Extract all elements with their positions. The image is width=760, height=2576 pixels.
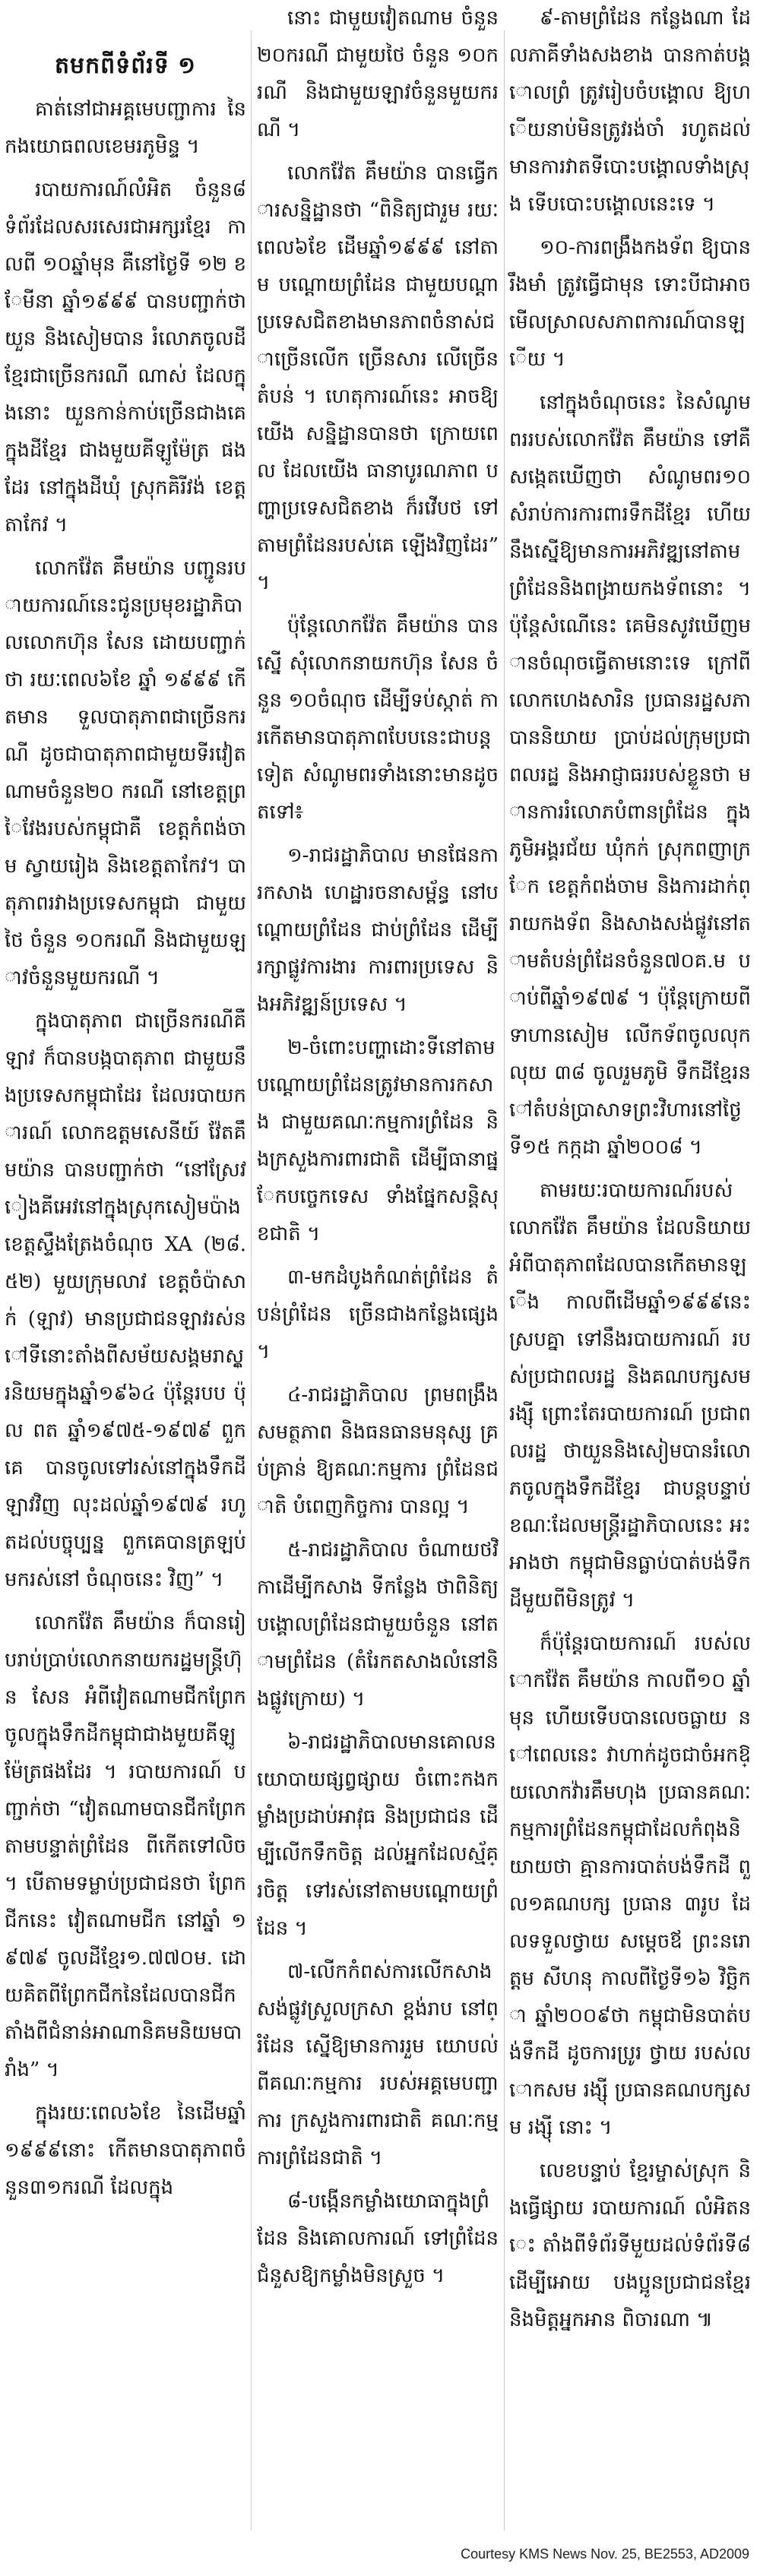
- paragraph: ៨-បង្កើនកម្លាំងយោធាក្នុងព្រំដែន និងគោលការណ៍ ទៅព្រំដែន ជំនួសឱ្យកម្លាំងមិនស្រួច ។: [257, 2190, 499, 2287]
- paragraph: របាយការណ៍លំអិត ចំនួន៨ ទំព័រដែលសរសេរជាអក្សរខ្មែរ កាលពី ១០ឆ្នាំមុន គឺនៅថ្ងៃទី ១២ ខែមីនា ឆ្នាំ១៩៩៩ បានបញ្ជាក់ថា យួន និងសៀមបាន រំលោភចូលដីខ្មែរជាច្រើនករណី ណាស់ ដែលក្នុងនោះ យួនកាន់កាប់ច្រើនជាងគេក្នុងដីខ្មែរ ជាងមួយគីឡូម៉ែត្រ ផងដែរ នៅក្នុងដីឃុំ ស្រុកគិរីវង់ ខេត្តតាកែវ ។: [5, 179, 246, 536]
- paragraph: ៦-រាជរដ្ឋាភិបាលមានគោលនយោបាយផ្សព្វផ្សាយ ចំពោះកងកម្លាំងប្រដាប់អាវុធ និងប្រជាជន ដើម្បីលើកទឹកចិត្ត ដល់អ្នកដែលស្ម័គ្រចិត្ត ទៅរស់នៅតាមបណ្តោយព្រំដែន ។: [257, 1731, 499, 1940]
- paragraph: លេខបន្ទាប់ ខ្មែរម្ចាស់ស្រុក និងធ្វើផ្សាយ របាយការណ៍ លំអិតនេះ តាំងពីទំព័រទីមួយដល់ទំព័រទី៨ ដើម្បីអោយ បងប្អូនប្រជាជនខ្មែរ និងមិត្តអ្នកអាន ពិចារណា ៕: [509, 2160, 751, 2331]
- paragraph: ក្នុងរយៈពេល៦ខែ នៃដើមឆ្នាំ១៩៩៩នោះ កើតមានបាតុភាពចំនួន៣១ករណី ដែលក្នុង: [5, 2102, 246, 2199]
- source-credit: Courtesy KMS News Nov. 25, BE2553, AD2009: [461, 2546, 749, 2562]
- paragraph: ៧-លើកកំពស់ការលើកសាងសង់ផ្លូវស្រួលក្រសា ខ្ពង់រាប នៅព្រំដែន ស្នើឱ្យមានការរួម យោបល់ពីគណៈកម្មការ របស់អគ្គមេបញ្ជាការ ក្រសួងការពារជាតិ គណៈកម្មការព្រំដែនជាតិ ។: [257, 1960, 499, 2169]
- paragraph: ក្នុងបាតុភាព ជាច្រើនករណីគឺឡាវ ក៏បានបង្កបាតុភាព ជាមួយនឹងប្រទេសកម្ពុជាដែរ ដែលរបាយការណ៍ លោកឧត្តមសេនីយ៍ វ៉ែតគឹមយ៉ាន បានបញ្ជាក់ថា “នៅស្រែវៀងគីអេវនៅក្នុងស្រុកសៀមប៉ាង ខេត្តស្ទឹងត្រែងចំណុច XA (២៨.៥២) មួយក្រុមលាវ ខេត្តចំប៉ាសាក់ (ឡាវ) មានប្រជាជនឡាវរស់នៅទីនោះតាំងពីសម័យសង្គមរាស្ត្រនិយមក្នុងឆ្នាំ១៩៦៤ ប៉ុន្តែរបប ប៉ុល ពត ឆ្នាំ១៩៧៥-១៩៧៩ ពួកគេ បានចូលទៅរស់នៅក្នុងទឹកដីឡាវវិញ លុះដល់ឆ្នាំ១៩៧៩ រហូតដល់បច្ចុប្បន្ន ពួកគេបានត្រឡប់ មករស់នៅ ចំណុចនេះ វិញ” ។: [5, 1010, 246, 1591]
- article-column-1: [5, 43, 246, 2213]
- column-divider-1: [251, 30, 252, 2530]
- article-column-2: [257, 0, 499, 2301]
- paragraph: ៣-មកដំបូងកំណត់ព្រំដែន តំបន់ព្រំដែន ច្រើនជាងកន្លែងផ្សេង ។: [257, 1266, 499, 1363]
- paragraph: នៅក្នុងចំណុចនេះ នៃសំណូមពររបស់លោកវ៉ែត គឹមយ៉ាន ទៅគឺសង្កេតឃើញថា សំណូមពរ១០ សំរាប់ការការពារទឹកដីខ្មែរ ហើយនឹងស្នើឱ្យមានការអភិវឌ្ឍនៅតាមព្រំដែននិងពង្រាយកងទ័ពនោះ ។ ប៉ុន្តែសំណើនេះ គេមិនសូវឃើញមានចំណុចធ្វើតាមនោះទេ ក្រៅពីលោកហេងសារិន ប្រធានរដ្ឋសភា បាននិយាយ ប្រាប់ដល់ក្រុមប្រជាពលរដ្ឋ និងអាជ្ញាធររបស់ខ្លួនថា មានការរំលោភបំពានព្រំដែន ក្នុងភូមិអង្គរជ័យ ឃុំកក់ ស្រុកពញាក្រែក ខេត្តកំពង់ចាម និងការដាក់ព្រាយកងទ័ព និងសាងសង់ផ្លូវនៅតាមតំបន់ព្រំដែនចំនួន៧០គ.ម បាប់ពីឆ្នាំ១៩៧៩ ។ ប៉ុន្តែក្រោយពីទាហានសៀម លើកទ័ពចូលលុកលុយ ៣៨ ចូលរួមភូមិ ទឹកដីខ្មែរនៅតំបន់ប្រាសាទព្រះវិហារនៅថ្ងៃទី១៥ កក្កដា ឆ្នាំ២០០៨ ។: [509, 391, 751, 1159]
- paragraph: ១-រាជរដ្ឋាភិបាល មានផែនការកសាង ហេដ្ឋារចនាសម្ព័ន្ធ នៅបណ្តោយព្រំដែន ជាប់ព្រំដែន ដើម្បីរក្សាផ្លូវការងារ ការពារប្រទេស និងអភិវឌ្ឍន៍ប្រទេស ។: [257, 844, 499, 1016]
- paragraph: ១០-ការពង្រឹងកងទ័ព ឱ្យបានរឹងមាំ ត្រូវធ្វើជាមុន ទោះបីជាអាចមើលស្រាលសភាពការណ៍បានឡើយ ។: [509, 236, 751, 371]
- paragraph: ៥-រាជរដ្ឋាភិបាល ចំណាយថវិកាដើម្បីកសាង ទីកន្លែង ថាពិនិត្យ បង្គោលព្រំដែនជាមួយចំនួន នៅតាមព្រំដែន (តំរែកតសាងលំនៅនិងផ្លូវក្រោយ) ។: [257, 1539, 499, 1710]
- paragraph: តាមរយៈរបាយការណ៍របស់លោកវ៉ែត គឹមយ៉ាន ដែលនិយាយ អំពីបាតុភាពដែលបានកើតមានឡើង កាលពីដើមឆ្នាំ១៩៩៩នេះ ស្របគ្នា ទៅនឹងរបាយការណ៍ របស់ប្រជាពលរដ្ឋ និងគណបក្សសម រង្ស៊ី ព្រោះតែរបាយការណ៍ ប្រជាពលរដ្ឋ ថាយួននិងសៀមបានរំលោភចូលក្នុងទឹកដីខ្មែរ ជាបន្តបន្ទាប់ ខណៈដែលមន្ត្រីរដ្ឋាភិបាលនេះ អះអាងថា កម្ពុជាមិនធ្លាប់បាត់បង់ទឹកដីមួយពីមិនត្រូវ ។: [509, 1179, 751, 1612]
- continued-heading: តមកពីទំព័រទី ១: [55, 52, 196, 79]
- paragraph: លោកវ៉ែត គឹមយ៉ាន បានធ្វើការសន្និដ្ឋានថា “ពិនិត្យជារួម រយៈពេល៦ខែ ដើមឆ្នាំ១៩៩៩ នៅតាម បណ្តោយព្រំដែន ជាមួយបណ្តាប្រទេសជិតខាងមានភាពចំនាស់ជាច្រើនលើក ច្រើនសារ លើច្រើនតំបន់ ។ ហេតុការណ៍នេះ អាចឱ្យយើង សន្និដ្ឋានបានថា ក្រោយពេល ដែលយើង ធានាបូរណភាព បញ្ហាប្រទេសជិតខាង ក៏រវើបថ ទៅ តាមព្រំដែនរបស់គេ ឡើងវិញដែរ” ។: [257, 162, 499, 594]
- paragraph: ប៉ុន្តែលោកវ៉ែត គឹមយ៉ាន បានស្នើ សុំលោកនាយកហ៊ុន សែន ចំនួន ១០ចំណុច ដើម្បីទប់ស្កាត់ ការកើតមានបាតុភាពបែបនេះជាបន្តទៀត សំណូមពរទាំងនោះមានដូចតទៅ៖: [257, 615, 499, 824]
- paragraph: ក៏ប៉ុន្តែរបាយការណ៍ របស់លោកវ៉ែត គឹមយ៉ាន កាលពី១០ ឆ្នាំមុន ហើយទើបបានលេចធ្លាយ នៅពេលនេះ វាហាក់ដូចជាចំអកឱ្យលោកវ៉ារគឹមហុង ប្រធានគណៈកម្មការព្រំដែនកម្ពុជាដែលកំពុងនិយាយថា គ្មានការបាត់បង់ទឹកដី ពួល១គណបក្ស ប្រធាន ៣រូប ដែលទទួលថ្វាយ សម្តេចឪ ព្រះនរោត្តម សីហនុ កាលពីថ្ងៃទី១៦ វិច្ឆិកា ឆ្នាំ២០០៩ថា កម្ពុជាមិនបាត់បង់ទឹកដី ដូចការប្រូរ ថ្វាយ របស់លោកសម រង្ស៊ី ប្រធានគណបក្សសម រង្ស៊ី នោះ ។: [509, 1632, 751, 2139]
- column-divider-2: [504, 30, 505, 2530]
- paragraph: នោះ ជាមួយវៀតណាម ចំនួន ២០ករណី ជាមួយថៃ ចំនួន ១០ករណី និងជាមួយឡាវចំនួនមួយករណី ។: [257, 7, 499, 141]
- paragraph: ២-ចំពោះបញ្ហាដោះទីនៅតាមបណ្តោយព្រំដែនត្រូវមានការកសាង ជាមួយគណៈកម្មការព្រំដែន និងក្រសួងការពារជាតិ ដើម្បីធានាផ្នែកបច្ចេកទេស ទាំងផ្នែកសន្តិសុខជាតិ ។: [257, 1036, 499, 1245]
- paragraph: ៤-រាជរដ្ឋាភិបាល ព្រមពង្រឹងសមត្ថភាព និងធនធានមនុស្ស គ្រប់គ្រាន់ ឱ្យគណៈកម្មការ ព្រំដែនជាតិ បំពេញកិច្ចការ បានល្អ ។: [257, 1384, 499, 1518]
- paragraph: គាត់នៅជាអគ្គមេបញ្ជាការ នៃកងយោធពលខេមរភូមិន្ទ ។: [5, 98, 246, 158]
- article-column-3: [509, 0, 751, 2345]
- paragraph: លោកវ៉ែត គឹមយ៉ាន ក៏បានរៀបរាប់ប្រាប់លោកនាយករដ្ឋមន្ត្រីហ៊ុន សែន អំពីវៀតណាមជីកព្រែក ចូលក្នុងទឹកដីកម្ពុជាជាងមួយគីឡូម៉ែត្រផងដែរ ។ របាយការណ៍ បញ្ជាក់ថា “វៀតណាមបានជីកព្រែកតាមបន្ទាត់ព្រំដែន ពីកើតទៅលិច ។ បើតាមទម្លាប់ប្រជាជនថា ព្រែកជីកនេះ វៀតណាមជីក នៅឆ្នាំ ១៩៧៩ ចូលដីខ្មែរ១.៧៧០ម. ដោយគិតពីព្រែកជីកនៃដែលបានជីកតាំងពីជំនាន់អាណានិគមនិយមបារាំង” ។: [5, 1612, 246, 2081]
- paragraph: លោកវ៉ែត គឹមយ៉ាន បញ្ជូនរបាយការណ៍នេះជូនប្រមុខរដ្ឋាភិបាលលោកហ៊ុន សែន ដោយបញ្ជាក់ថា រយៈពេល៦ខែ ឆ្នាំ ១៩៩៩ កើតមាន ទួលបាតុភាពជាច្រើនករណី ដូចជាបាតុភាពជាមួយទីរវៀតណាមចំនួន២០ ករណី នៅខេត្តព្រៃវែងរបស់កម្ពុជាគឺ ខេត្តកំពង់ចាម ស្វាយរៀង និងខេត្តតាកែវ។ បាតុភាពរវាងប្រទេសកម្ពុជា ជាមួយថៃ ចំនួន ១០ករណី និងជាមួយឡាវចំនួនមួយករណី ។: [5, 557, 246, 989]
- paragraph: ៩-តាមព្រំដែន កន្លែងណា ដែលភាគីទាំងសងខាង បានកាត់បង្គោលព្រំ ត្រូវរៀបចំបង្គោល ឱ្យហើយនាប់មិនត្រូវរង់ចាំ រហូតដល់មានការវាតទីបោះបង្គោលទាំងស្រុង ទើបបោះបង្គោលនេះទេ ។: [509, 7, 751, 216]
